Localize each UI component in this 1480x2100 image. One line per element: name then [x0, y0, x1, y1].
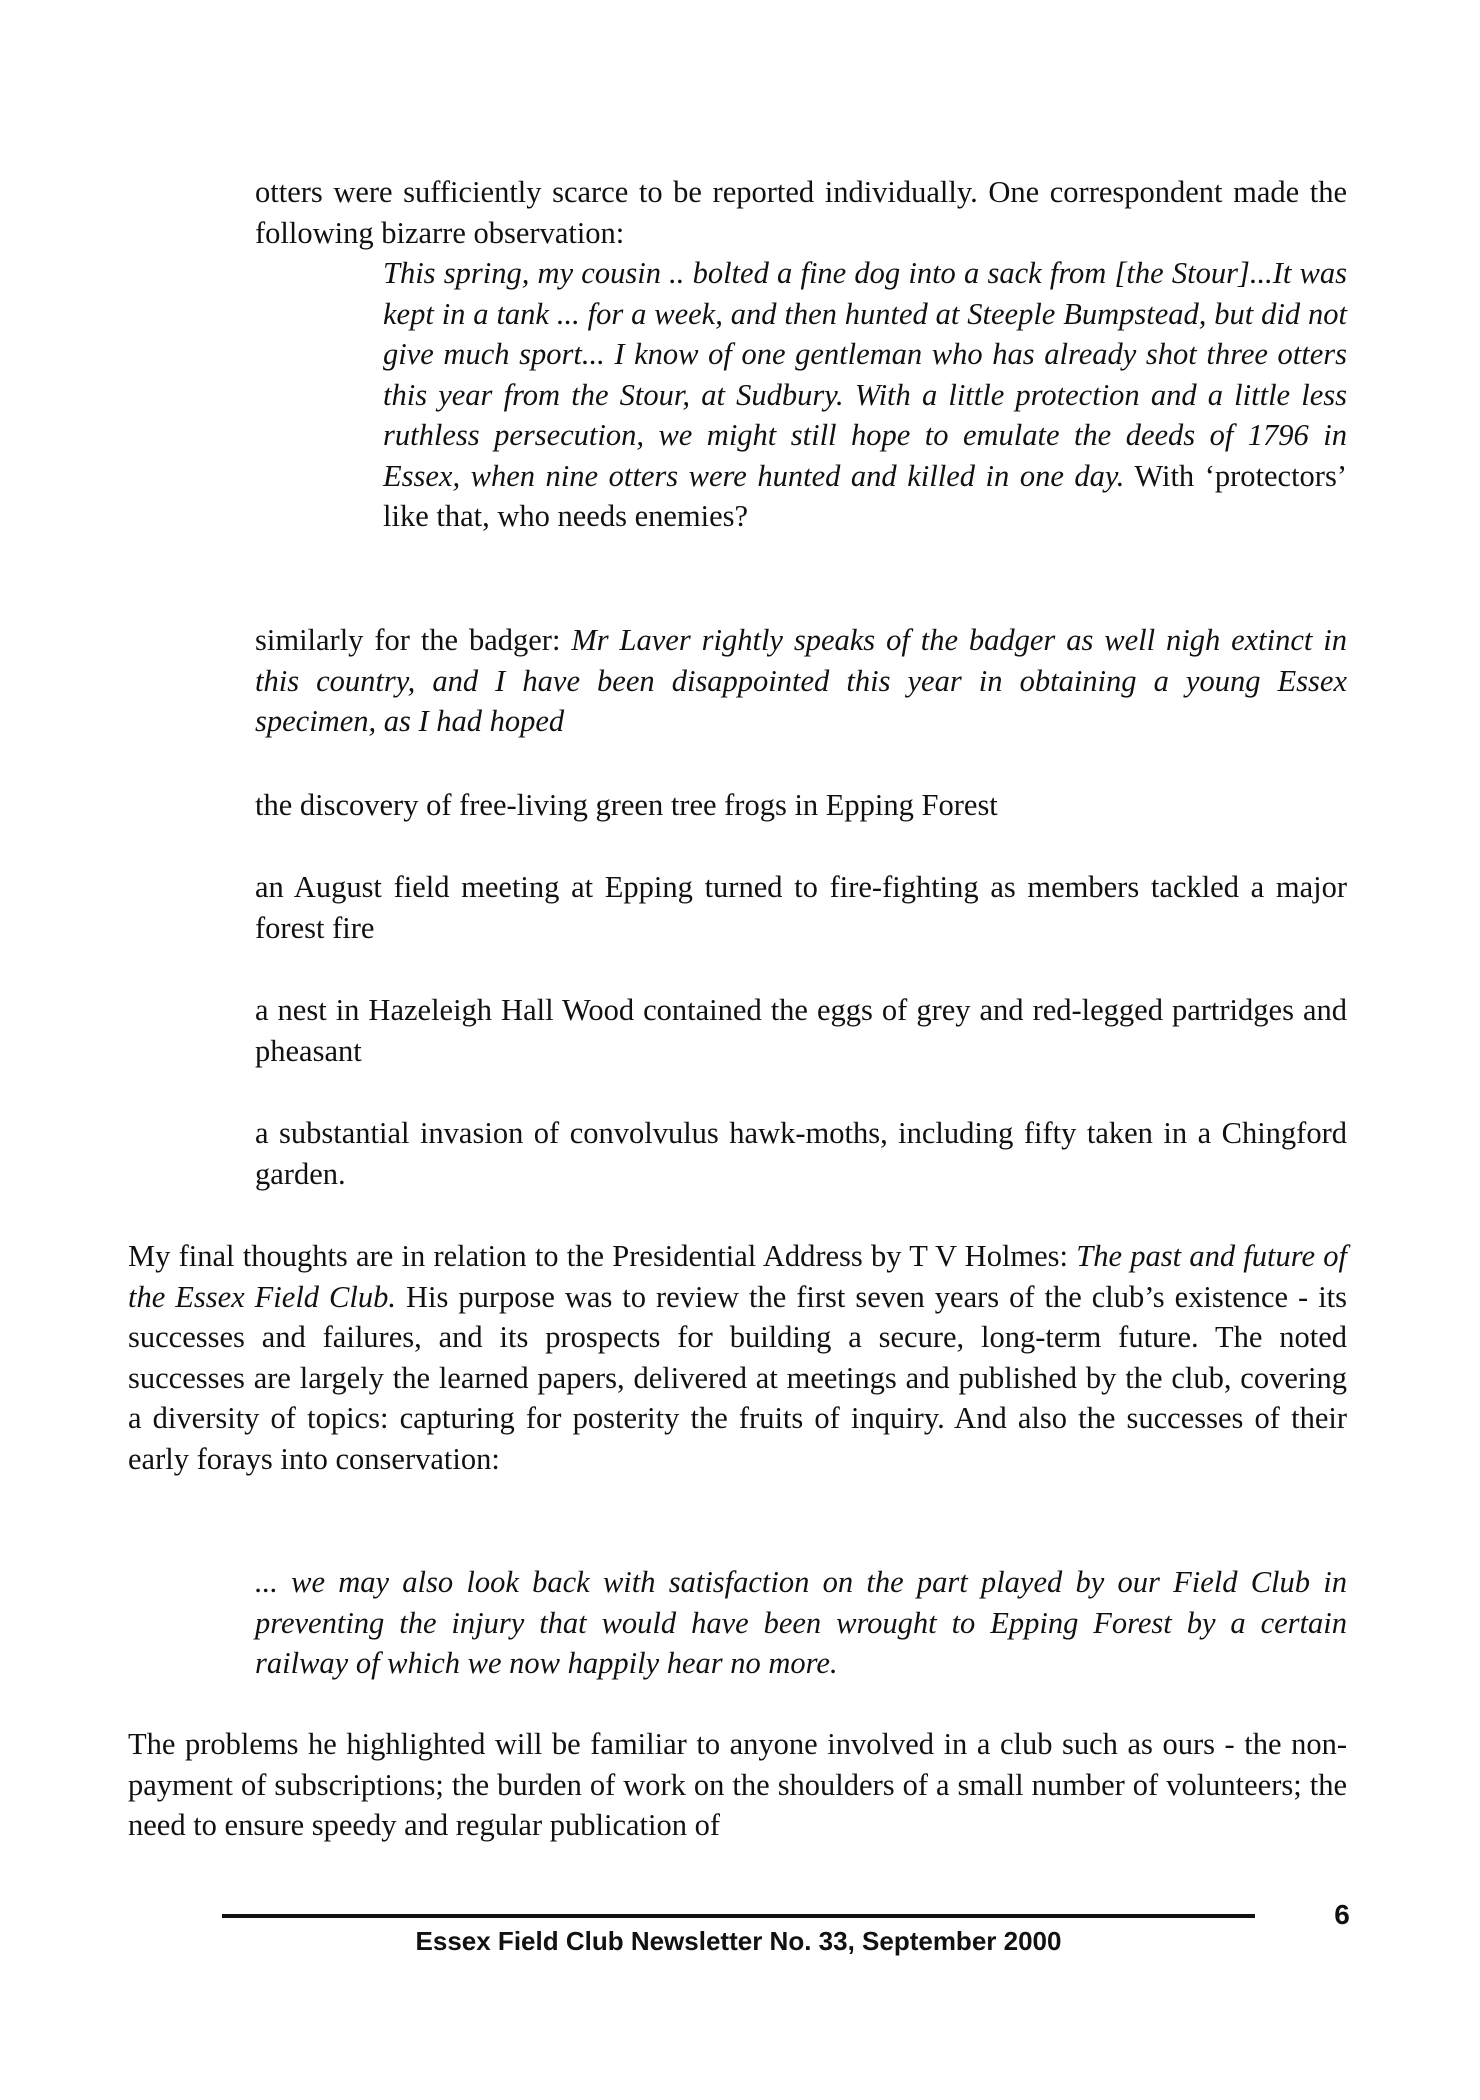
- otters-quote-text: This spring, my cousin .. bolted a fine dog into a sack from [the Stour]...It was kept in a tank ... for a week, and then hunted at Steeple Bumpstead, but did not give much sport... I know of one gentleman who has already shot three otters this year from the Stour, at Sudbury. With a little protection and a little less ruthless persecution, we might still hope to emulate the deeds of 1796 in Essex, when nine otters were hunted and killed in one day.: [383, 256, 1347, 493]
- railway-quote-paragraph: [255, 1562, 1347, 1684]
- otters-intro-paragraph: [255, 172, 1347, 253]
- tree-frogs-text: the discovery of free-living green tree frogs in Epping Forest: [255, 788, 998, 822]
- forest-fire-text: an August field meeting at Epping turned to fire-fighting as members tackled a major forest fire: [255, 870, 1347, 945]
- footer-newsletter-title: Essex Field Club Newsletter No. 33, September 2000: [415, 1926, 1062, 1956]
- final-thoughts-body: His purpose was to review the first seven years of the club’s existence - its successes and failures, and its prospects for building a secure, long-term future. The noted successes are largely the learned papers, delivered at meetings and published by the club, covering a diversity of topics: capturing for posterity the fruits of inquiry. And also the successes of their early forays into conservation:: [128, 1279, 1348, 1476]
- forest-fire-paragraph: [255, 867, 1347, 948]
- badger-intro-text: similarly for the badger:: [255, 623, 561, 657]
- otters-intro-text: otters were sufficiently scarce to be reported individually. One correspondent made the following bizarre observation:: [255, 175, 1347, 250]
- problems-paragraph: [128, 1724, 1347, 1846]
- partridges-text: a nest in Hazeleigh Hall Wood contained the eggs of grey and red-legged partridges and pheasant: [255, 993, 1347, 1068]
- railway-quote-text: ... we may also look back with satisfaction on the part played by our Field Club in preventing the injury that would have been wrought to Epping Forest by a certain railway of which we now happily hear no more.: [255, 1565, 1347, 1680]
- footer-divider: [222, 1914, 1255, 1918]
- badger-paragraph: [255, 620, 1347, 742]
- hawk-moths-text: a substantial invasion of convolvulus hawk-moths, including fifty taken in a Chingford garden.: [255, 1116, 1347, 1191]
- tree-frogs-paragraph: [255, 785, 1347, 826]
- address-title: The past and future of the Essex Field Club.: [128, 1239, 1347, 1314]
- final-thoughts-intro: My final thoughts are in relation to the Presidential Address by T V Holmes:: [128, 1239, 1069, 1273]
- otters-comment-text: With ‘protectors’ like that, who needs enemies?: [383, 458, 1347, 533]
- page-number: 6: [1334, 1899, 1350, 1930]
- badger-quote-text: Mr Laver rightly speaks of the badger as well nigh extinct in this country, and I have been disappointed this year in obtaining a young Essex specimen, as I had hoped: [255, 623, 1348, 738]
- hawk-moths-paragraph: [255, 1113, 1347, 1194]
- problems-text: The problems he highlighted will be familiar to anyone involved in a club such as ours - the non-payment of subscriptions; the burden of work on the shoulders of a small number of volunteers; the need to ensure speedy and regular publication of: [128, 1727, 1347, 1842]
- partridges-paragraph: [255, 990, 1347, 1071]
- final-thoughts-paragraph: [128, 1236, 1347, 1479]
- otters-quote-paragraph: [383, 253, 1347, 537]
